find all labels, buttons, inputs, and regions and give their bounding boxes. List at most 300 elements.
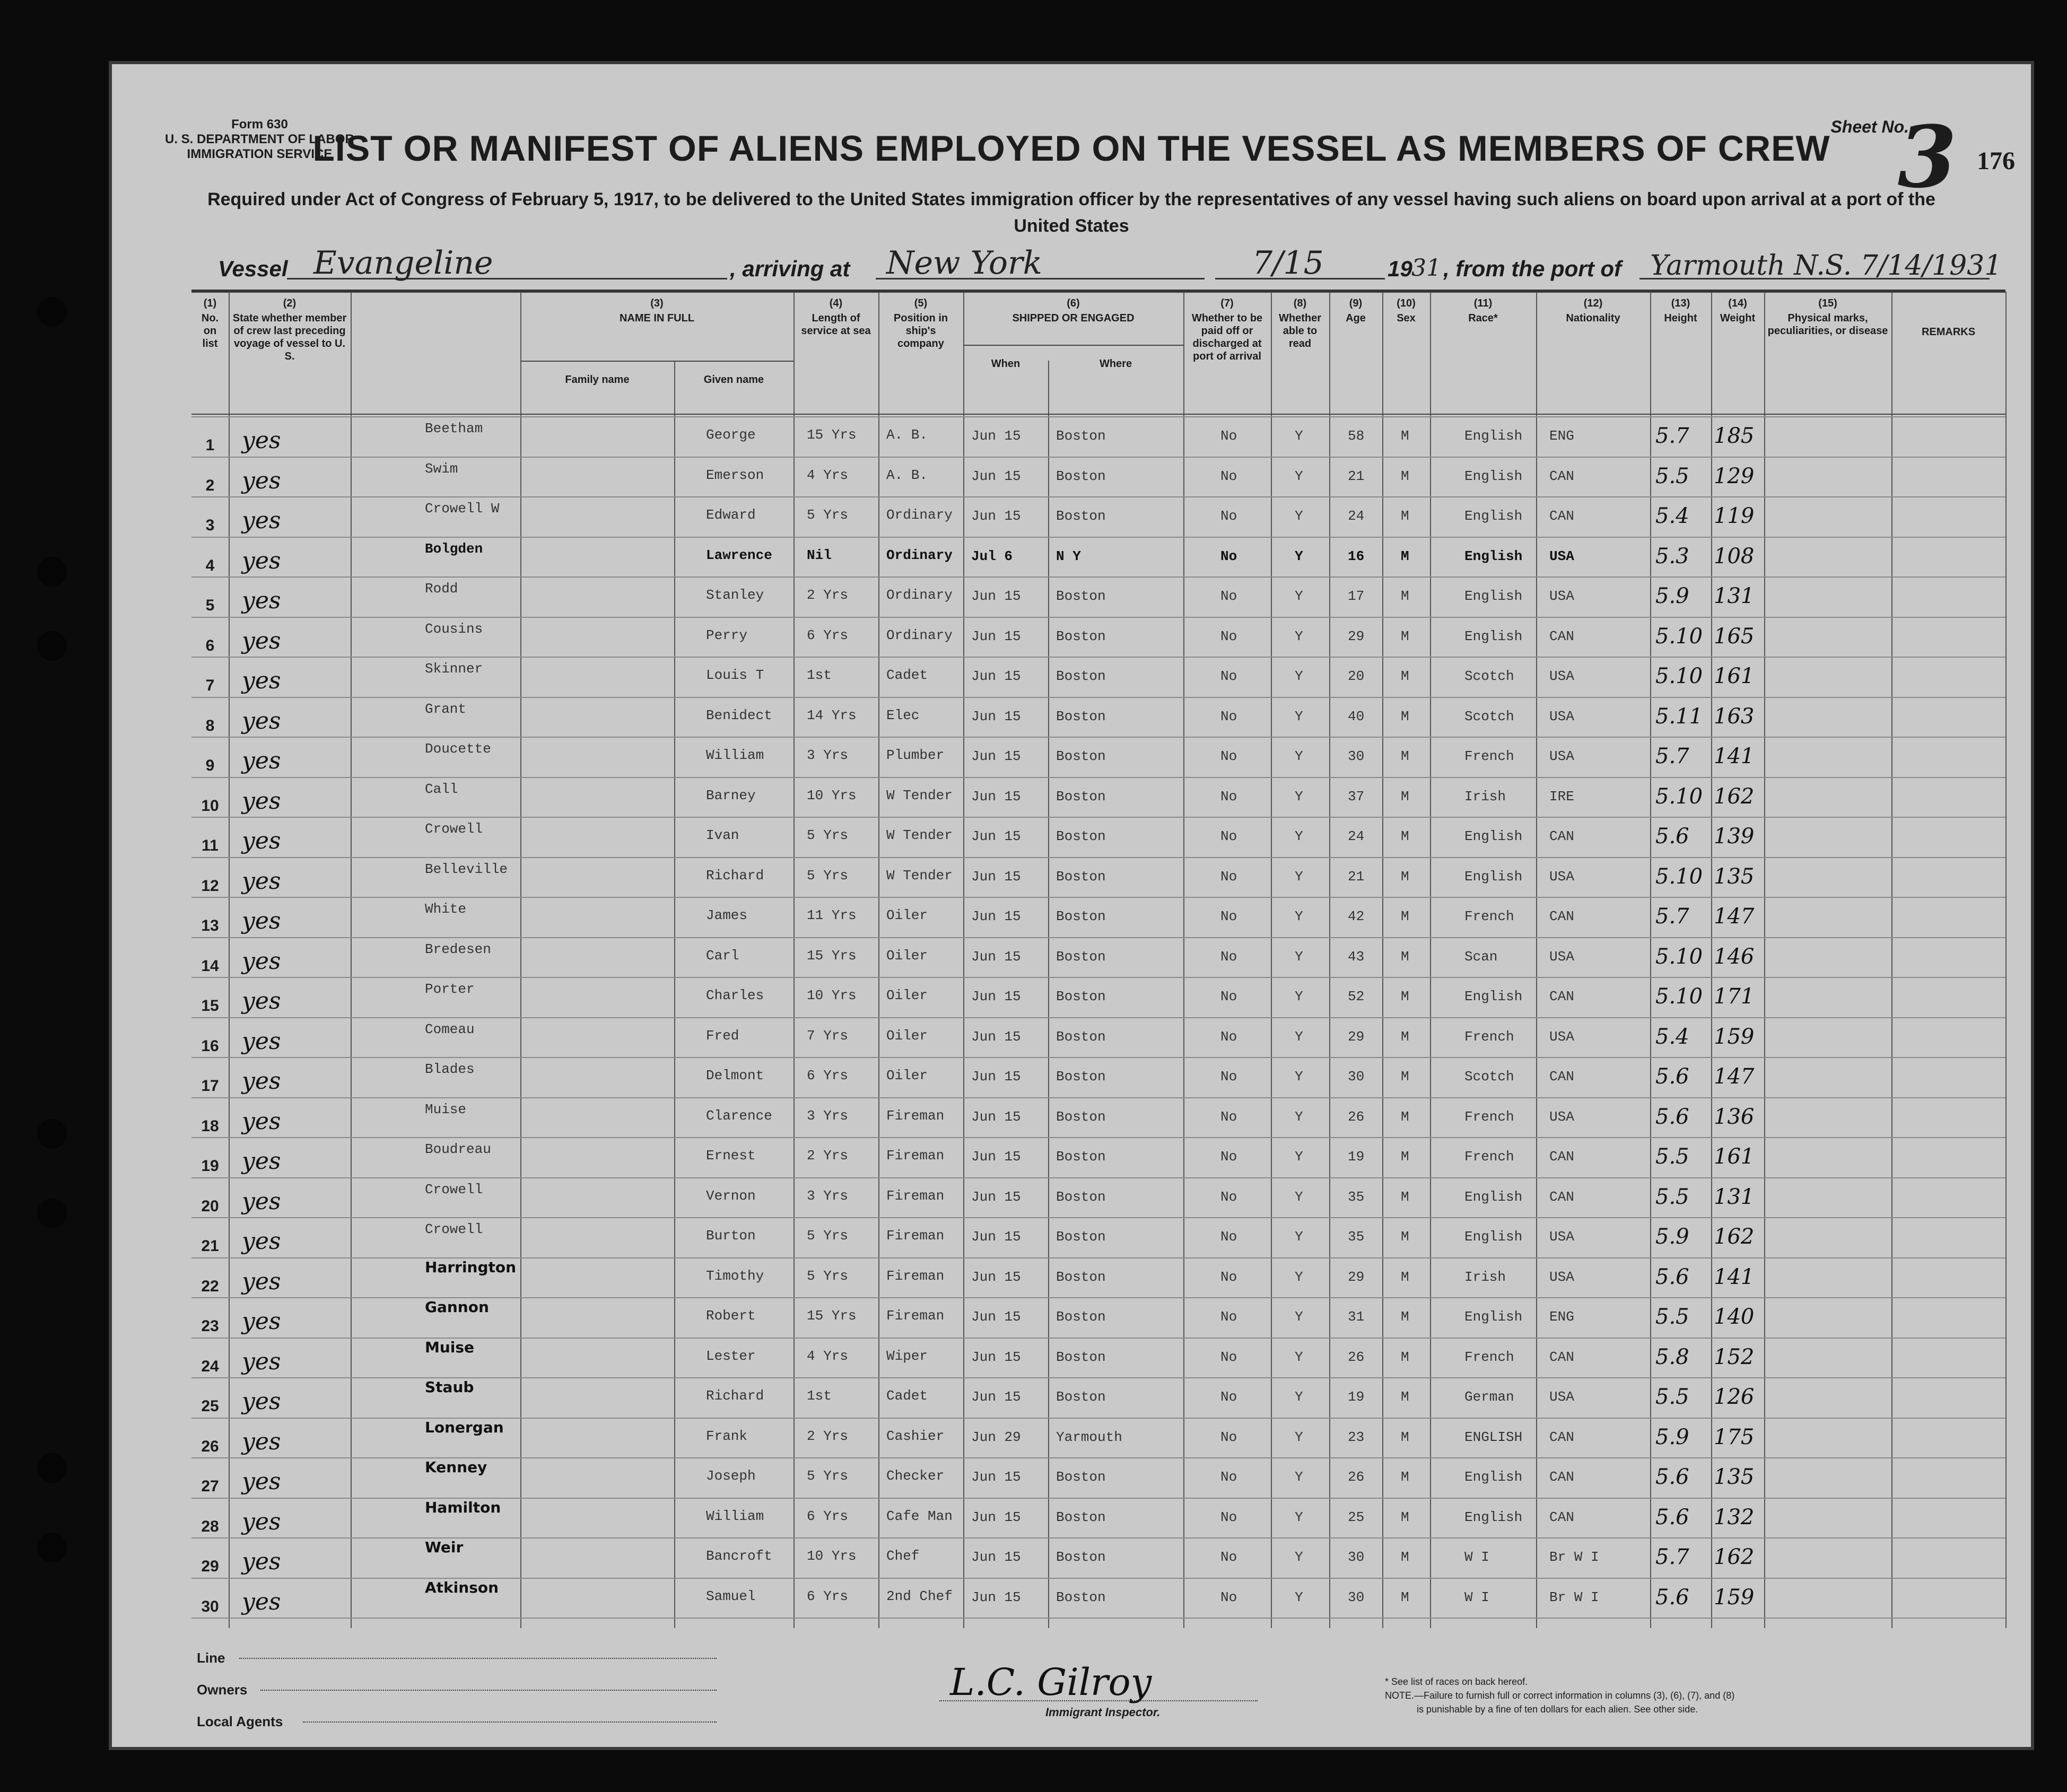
given-name: Lester <box>706 1348 756 1364</box>
race: French <box>1464 1349 1514 1365</box>
paid-off: No <box>1220 588 1237 604</box>
shipped-where: Boston <box>1056 908 1106 924</box>
family-name: Call <box>425 781 458 797</box>
form-number: Form 630 <box>231 117 288 132</box>
column-number: (2) <box>283 298 296 309</box>
sex: M <box>1401 1349 1409 1365</box>
service-length: 3 Yrs <box>807 747 849 763</box>
age: 29 <box>1348 1269 1365 1285</box>
height: 5.5 <box>1655 464 1689 488</box>
shipped-when: Jun 15 <box>971 1149 1021 1165</box>
column-number: (6) <box>1067 298 1080 309</box>
shipped-when: Jun 15 <box>971 1469 1021 1485</box>
service-length: 15 Yrs <box>807 427 857 443</box>
row-number: 25 <box>201 1397 219 1415</box>
inspector-label: Immigrant Inspector. <box>1045 1706 1161 1719</box>
sex: M <box>1401 828 1409 844</box>
position: Oiler <box>886 947 928 964</box>
age: 16 <box>1348 548 1365 564</box>
inspector-signature: L.C. Gilroy <box>950 1660 1152 1704</box>
height: 5.10 <box>1655 944 1703 969</box>
shipped-when: Jun 15 <box>971 588 1021 604</box>
binder-hole <box>37 557 67 587</box>
height: 5.3 <box>1655 544 1689 569</box>
service-length: 5 Yrs <box>807 1468 849 1484</box>
prev-voyage-value: yes <box>242 667 281 694</box>
service-length: 5 Yrs <box>807 1267 849 1284</box>
column-header <box>1430 297 1536 325</box>
able-to-read: Y <box>1295 628 1303 644</box>
weight: 139 <box>1714 824 1755 849</box>
given-name: Vernon <box>706 1187 756 1204</box>
service-length: Nil <box>807 547 832 563</box>
prev-voyage-value: yes <box>242 1588 281 1615</box>
able-to-read: Y <box>1295 1389 1303 1405</box>
shipped-where: Boston <box>1056 1028 1106 1045</box>
nationality: USA <box>1549 748 1574 764</box>
column-header <box>878 297 963 350</box>
row-number: 30 <box>201 1597 219 1615</box>
row-number: 26 <box>201 1437 219 1455</box>
shipped-when: Jun 15 <box>971 508 1021 524</box>
prev-voyage-value: yes <box>242 907 281 934</box>
shipped-where: Boston <box>1056 1069 1106 1085</box>
paid-off: No <box>1220 1309 1237 1325</box>
page-subtitle: Required under Act of Congress of February 5, 1917, to be delivered to the United States immigration officer by the representatives of any vessel having such aliens on board upon arrival at a port of the United States <box>207 189 1935 236</box>
prev-voyage-value: yes <box>242 627 281 654</box>
weight: 171 <box>1714 984 1755 1009</box>
given-name: Fred <box>706 1027 739 1044</box>
paid-off: No <box>1220 468 1237 484</box>
service-length: 10 Yrs <box>807 1548 857 1564</box>
family-name: Comeau <box>425 1021 475 1037</box>
able-to-read: Y <box>1295 1309 1303 1325</box>
height: 5.9 <box>1655 584 1689 608</box>
height: 5.7 <box>1655 424 1689 448</box>
shipped-where: Boston <box>1056 1188 1106 1205</box>
shipped-when: Jun 15 <box>971 1188 1021 1205</box>
age: 24 <box>1348 508 1365 524</box>
sex: M <box>1401 1469 1409 1485</box>
prev-voyage-value: yes <box>242 827 281 854</box>
age: 23 <box>1348 1429 1365 1445</box>
column-header <box>1329 297 1382 325</box>
paid-off: No <box>1220 1269 1237 1285</box>
shipped-when: Jun 15 <box>971 1108 1021 1125</box>
nationality: USA <box>1549 1269 1574 1285</box>
row-number: 17 <box>201 1077 219 1095</box>
row-number: 8 <box>205 716 215 735</box>
paid-off: No <box>1220 428 1237 444</box>
position: Elec <box>886 707 920 723</box>
form-service: IMMIGRATION SERVICE <box>187 147 333 161</box>
shipped-where: Boston <box>1056 1149 1106 1165</box>
weight: 126 <box>1714 1385 1755 1409</box>
row-number: 10 <box>201 797 219 815</box>
from-port: Yarmouth N.S. 7/14/1931 <box>1650 250 2002 282</box>
column-label: State whether member of crew last preceding voyage of vessel to U. S. <box>232 312 347 362</box>
paid-off: No <box>1220 708 1237 724</box>
position: Fireman <box>886 1187 945 1204</box>
column-number: (5) <box>914 298 928 309</box>
year-suffix: 31 <box>1411 255 1441 282</box>
sex: M <box>1401 748 1409 764</box>
age: 30 <box>1348 1589 1365 1605</box>
paid-off: No <box>1220 1349 1237 1365</box>
prev-voyage-value: yes <box>242 947 281 975</box>
column-label: Where <box>1099 358 1132 370</box>
column-header <box>963 297 1183 325</box>
race: English <box>1464 508 1523 524</box>
row-number: 27 <box>201 1478 219 1495</box>
service-length: 5 Yrs <box>807 827 849 843</box>
age: 21 <box>1348 468 1365 484</box>
penalty-note-cont: is punishable by a fine of ten dollars for each alien. See other side. <box>1417 1704 1698 1715</box>
column-label: No. on list <box>201 312 219 349</box>
paid-off: No <box>1220 788 1237 805</box>
sex: M <box>1401 1509 1409 1525</box>
able-to-read: Y <box>1295 989 1303 1004</box>
position: Cafe Man <box>886 1508 953 1524</box>
shipped-where: Boston <box>1056 868 1106 885</box>
row-number: 23 <box>201 1317 219 1335</box>
position: Oiler <box>886 1068 928 1083</box>
shipped-when: Jun 15 <box>971 1509 1021 1525</box>
race: French <box>1464 1028 1514 1045</box>
shipped-when: Jun 15 <box>971 1309 1021 1325</box>
shipped-when: Jun 15 <box>971 1069 1021 1085</box>
able-to-read: Y <box>1295 1188 1303 1205</box>
sex: M <box>1401 1589 1409 1605</box>
family-name: Staub <box>425 1378 474 1396</box>
weight: 147 <box>1714 1064 1755 1089</box>
given-name: James <box>706 907 748 923</box>
given-name: Timothy <box>706 1267 764 1284</box>
nationality: Br W I <box>1549 1589 1599 1605</box>
prev-voyage-value: yes <box>242 1508 281 1535</box>
age: 24 <box>1348 828 1365 844</box>
weight: 152 <box>1714 1344 1755 1369</box>
age: 52 <box>1348 989 1365 1004</box>
family-name: Rodd <box>425 581 458 597</box>
sex: M <box>1401 868 1409 885</box>
shipped-when: Jun 15 <box>971 948 1021 965</box>
family-name: Cousins <box>425 620 483 637</box>
sex: M <box>1401 1229 1409 1245</box>
race: English <box>1464 588 1523 604</box>
position: A. B. <box>886 427 928 443</box>
prev-voyage-value: yes <box>242 1228 281 1255</box>
column-header <box>520 297 793 325</box>
nationality: CAN <box>1549 508 1574 524</box>
shipped-where: Boston <box>1056 1108 1106 1125</box>
able-to-read: Y <box>1295 1469 1303 1485</box>
family-name: Belleville <box>425 861 508 877</box>
age: 30 <box>1348 1549 1365 1565</box>
prev-voyage-value: yes <box>242 1428 281 1455</box>
weight: 140 <box>1714 1305 1755 1329</box>
height: 5.6 <box>1655 1465 1689 1489</box>
shipped-where: Boston <box>1056 1549 1106 1565</box>
prev-voyage-value: yes <box>242 1388 281 1415</box>
column-header <box>1382 297 1430 325</box>
given-name: Stanley <box>706 587 764 603</box>
nationality: IRE <box>1549 788 1574 805</box>
line-label: Line <box>197 1650 225 1666</box>
sex: M <box>1401 1188 1409 1205</box>
age: 31 <box>1348 1309 1365 1325</box>
shipped-when: Jun 15 <box>971 788 1021 805</box>
height: 5.7 <box>1655 904 1689 929</box>
prev-voyage-value: yes <box>242 1107 281 1135</box>
column-header <box>1764 297 1891 337</box>
position: Oiler <box>886 907 928 923</box>
given-name: Joseph <box>706 1468 756 1484</box>
race: English <box>1464 828 1523 844</box>
sex: M <box>1401 908 1409 924</box>
binder-hole <box>37 297 67 327</box>
column-header <box>1536 297 1650 325</box>
paid-off: No <box>1220 828 1237 844</box>
race: Irish <box>1464 788 1506 805</box>
shipped-where: Boston <box>1056 588 1106 604</box>
service-length: 6 Yrs <box>807 1588 849 1604</box>
row-number: 18 <box>201 1117 219 1135</box>
position: Ordinary <box>886 627 953 643</box>
able-to-read: Y <box>1295 908 1303 924</box>
service-length: 1st <box>807 1388 832 1404</box>
sex: M <box>1401 668 1409 684</box>
service-length: 7 Yrs <box>807 1027 849 1044</box>
height: 5.10 <box>1655 784 1703 809</box>
shipped-where: Boston <box>1056 668 1106 684</box>
binder-hole <box>37 1533 67 1562</box>
nationality: USA <box>1549 1389 1574 1405</box>
paid-off: No <box>1220 668 1237 684</box>
paid-off: No <box>1220 1108 1237 1125</box>
weight: 132 <box>1714 1505 1755 1529</box>
manifest-page <box>109 61 2034 1750</box>
race: English <box>1464 1188 1523 1205</box>
binder-hole <box>37 1199 67 1228</box>
able-to-read: Y <box>1295 468 1303 484</box>
age: 43 <box>1348 948 1365 965</box>
nationality: USA <box>1549 708 1574 724</box>
shipped-when: Jun 15 <box>971 708 1021 724</box>
column-header <box>793 297 878 337</box>
weight: 185 <box>1714 424 1755 448</box>
race: English <box>1464 428 1523 444</box>
race: Scotch <box>1464 708 1514 724</box>
family-name: Boudreau <box>425 1141 491 1157</box>
row-number: 2 <box>205 476 215 494</box>
able-to-read: Y <box>1295 828 1303 844</box>
height: 5.7 <box>1655 744 1689 768</box>
family-name: Crowell <box>425 1181 483 1197</box>
family-name: Muise <box>425 1101 467 1117</box>
row-number: 7 <box>205 677 215 694</box>
service-length: 5 Yrs <box>807 507 849 523</box>
able-to-read: Y <box>1295 788 1303 805</box>
able-to-read: Y <box>1295 668 1303 684</box>
column-number: (3) <box>650 298 664 309</box>
position: Chef <box>886 1548 920 1564</box>
able-to-read: Y <box>1295 548 1303 564</box>
weight: 131 <box>1714 1184 1755 1209</box>
sex: M <box>1401 508 1409 524</box>
position: W Tender <box>886 827 953 843</box>
able-to-read: Y <box>1295 1028 1303 1045</box>
age: 30 <box>1348 1069 1365 1085</box>
service-length: 1st <box>807 667 832 683</box>
nationality: USA <box>1549 668 1574 684</box>
nationality: CAN <box>1549 908 1574 924</box>
column-label: Length of service at sea <box>801 312 871 337</box>
given-name: George <box>706 427 756 443</box>
column-label: Whether able to read <box>1279 312 1321 349</box>
age: 35 <box>1348 1188 1365 1205</box>
age: 26 <box>1348 1469 1365 1485</box>
shipped-where: Boston <box>1056 1349 1106 1365</box>
shipped-where: Boston <box>1056 1469 1106 1485</box>
column-header <box>674 371 793 386</box>
race: Scotch <box>1464 668 1514 684</box>
sex: M <box>1401 1309 1409 1325</box>
column-header <box>1271 297 1329 350</box>
shipped-where: Boston <box>1056 428 1106 444</box>
position: Wiper <box>886 1348 928 1364</box>
height: 5.10 <box>1655 624 1703 649</box>
paid-off: No <box>1220 908 1237 924</box>
paid-off: No <box>1220 868 1237 885</box>
weight: 135 <box>1714 1465 1755 1489</box>
sex: M <box>1401 1429 1409 1445</box>
able-to-read: Y <box>1295 1069 1303 1085</box>
age: 26 <box>1348 1108 1365 1125</box>
prev-voyage-value: yes <box>242 747 281 774</box>
paid-off: No <box>1220 1469 1237 1485</box>
weight: 108 <box>1714 544 1755 569</box>
age: 20 <box>1348 668 1365 684</box>
height: 5.8 <box>1655 1344 1689 1369</box>
nationality: Br W I <box>1549 1549 1599 1565</box>
nationality: CAN <box>1549 828 1574 844</box>
able-to-read: Y <box>1295 1429 1303 1445</box>
shipped-when: Jun 15 <box>971 468 1021 484</box>
service-length: 11 Yrs <box>807 907 857 923</box>
shipped-where: N Y <box>1056 548 1081 564</box>
able-to-read: Y <box>1295 428 1303 444</box>
weight: 162 <box>1714 1545 1755 1569</box>
prev-voyage-value: yes <box>242 1267 281 1295</box>
page-title: LIST OR MANIFEST OF ALIENS EMPLOYED ON THE VESSEL AS MEMBERS OF CREW <box>312 128 1830 169</box>
paid-off: No <box>1220 1149 1237 1165</box>
column-label: Physical marks, peculiarities, or disease <box>1767 312 1888 337</box>
nationality: USA <box>1549 588 1574 604</box>
sex: M <box>1401 989 1409 1004</box>
nationality: CAN <box>1549 628 1574 644</box>
able-to-read: Y <box>1295 1149 1303 1165</box>
position: Fireman <box>886 1148 945 1164</box>
shipped-where: Boston <box>1056 628 1106 644</box>
prev-voyage-value: yes <box>242 987 281 1015</box>
prev-voyage-value: yes <box>242 787 281 815</box>
able-to-read: Y <box>1295 1509 1303 1525</box>
column-number: (15) <box>1818 298 1837 309</box>
race: Irish <box>1464 1269 1506 1285</box>
given-name: Bancroft <box>706 1548 772 1564</box>
age: 29 <box>1348 1028 1365 1045</box>
position: W Tender <box>886 867 953 884</box>
shipped-when: Jun 15 <box>971 1229 1021 1245</box>
paid-off: No <box>1220 748 1237 764</box>
binder-hole <box>37 1453 67 1483</box>
row-number: 3 <box>205 517 215 534</box>
family-name: Kenney <box>425 1458 487 1476</box>
paid-off: No <box>1220 1229 1237 1245</box>
paid-off: No <box>1220 508 1237 524</box>
shipped-where: Boston <box>1056 788 1106 805</box>
race: French <box>1464 1149 1514 1165</box>
weight: 141 <box>1714 744 1755 768</box>
from-label: , from the port of <box>1443 256 1621 281</box>
height: 5.6 <box>1655 1585 1689 1610</box>
height: 5.11 <box>1655 704 1703 729</box>
position: A. B. <box>886 467 928 483</box>
given-name: Louis T <box>706 667 764 683</box>
column-header <box>1183 297 1271 363</box>
race: Scan <box>1464 948 1498 965</box>
service-length: 6 Yrs <box>807 1068 849 1083</box>
position: W Tender <box>886 787 953 803</box>
race: English <box>1464 1509 1523 1525</box>
given-name: Perry <box>706 627 748 643</box>
prev-voyage-value: yes <box>242 867 281 895</box>
shipped-when: Jun 15 <box>971 989 1021 1004</box>
vessel-name: Evangeline <box>313 244 493 282</box>
column-number: (7) <box>1220 298 1234 309</box>
height: 5.9 <box>1655 1225 1689 1249</box>
shipped-when: Jun 15 <box>971 1349 1021 1365</box>
shipped-where: Boston <box>1056 748 1106 764</box>
prev-voyage-value: yes <box>242 547 281 574</box>
row-number: 15 <box>201 997 219 1015</box>
family-name: Swim <box>425 460 458 477</box>
given-name: Samuel <box>706 1588 756 1604</box>
row-number: 6 <box>205 636 215 654</box>
row-number: 19 <box>201 1157 219 1175</box>
family-name: Crowell W <box>425 501 500 517</box>
column-number: (9) <box>1349 298 1363 309</box>
arriving-port: New York <box>886 244 1042 282</box>
sheet-label: Sheet No. <box>1830 117 1909 136</box>
height: 5.5 <box>1655 1305 1689 1329</box>
sex: M <box>1401 1389 1409 1405</box>
weight: 161 <box>1714 1144 1755 1169</box>
race: W I <box>1464 1549 1489 1565</box>
column-label: Race* <box>1468 312 1498 324</box>
height: 5.4 <box>1655 504 1689 528</box>
age: 21 <box>1348 868 1365 885</box>
service-length: 2 Yrs <box>807 1428 849 1444</box>
able-to-read: Y <box>1295 508 1303 524</box>
column-label: Given name <box>703 374 764 386</box>
able-to-read: Y <box>1295 868 1303 885</box>
shipped-when: Jun 15 <box>971 668 1021 684</box>
given-name: Richard <box>706 867 764 884</box>
paid-off: No <box>1220 1069 1237 1085</box>
column-header <box>1891 324 2005 338</box>
